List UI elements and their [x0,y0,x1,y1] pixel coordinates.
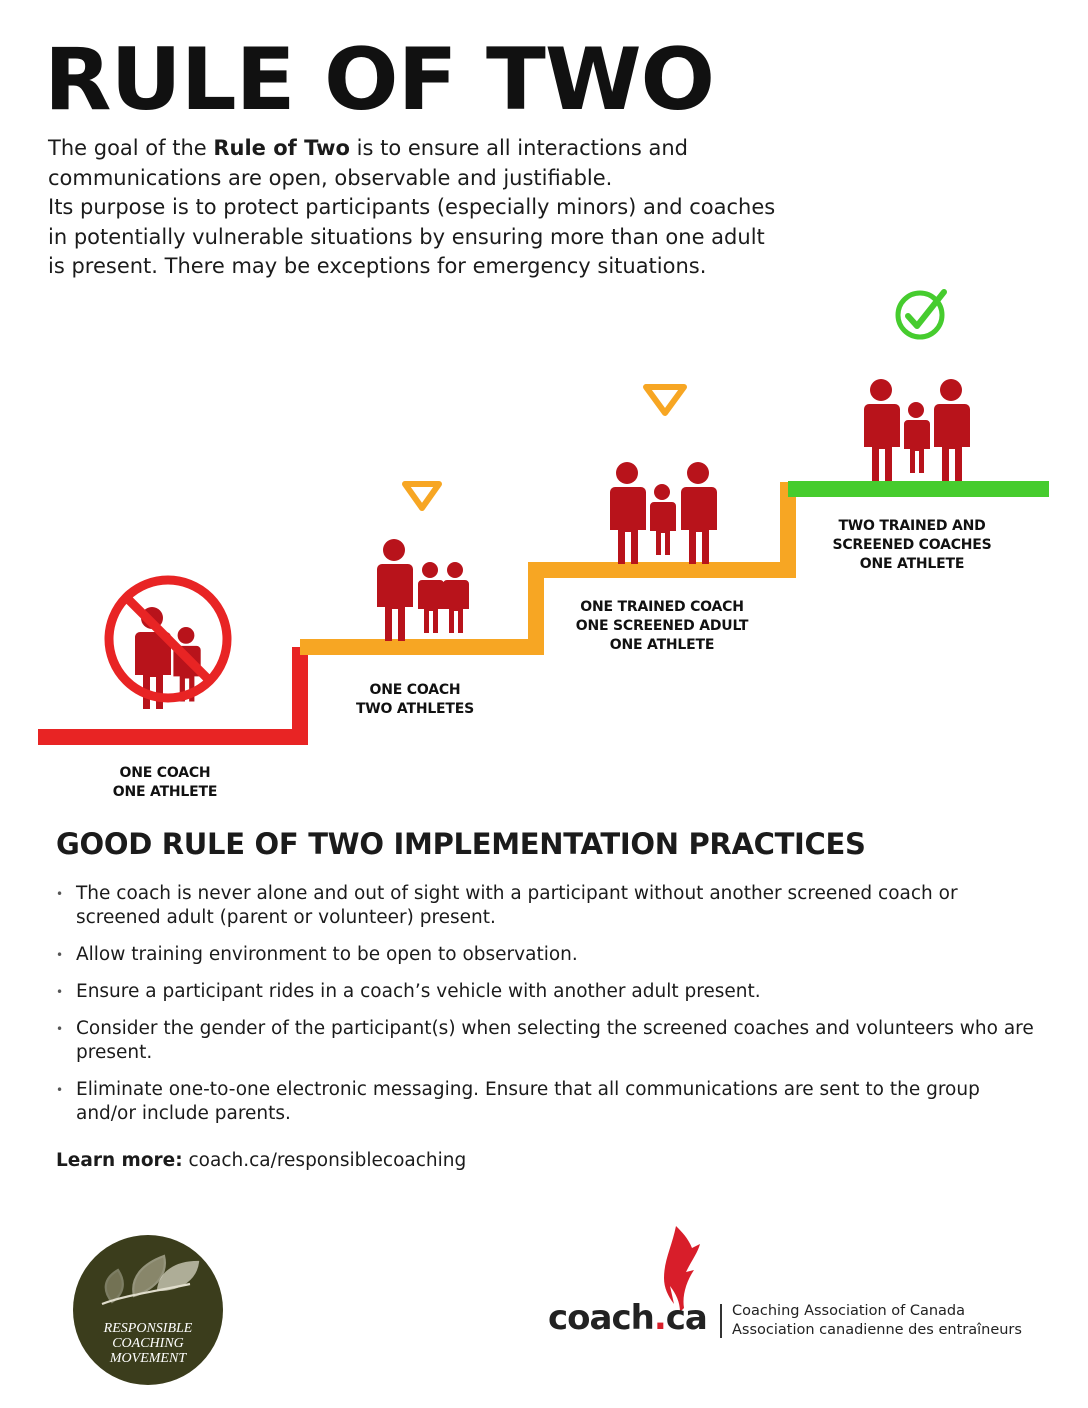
intro-line: in potentially vulnerable situations by ensuring more than one adult [48,224,765,249]
caution-triangle-icon [405,484,439,508]
list-item: • Allow training environment to be open to observation. [56,943,1036,967]
practices-list [56,882,1036,1139]
rcm-line: RESPONSIBLE [103,1321,193,1336]
caution-triangle-icon [646,387,684,413]
rcm-logo-svg [72,1234,224,1386]
learn-more-label: Learn more: [56,1150,183,1171]
step-label-two-trained-coaches: TWO TRAINED AND SCREENED COACHES ONE ATHLETE [832,518,992,572]
figures-one-coach-two-athletes [377,539,469,641]
step-label-one-coach-one-athlete: ONE COACH ONE ATHLETE [112,765,218,800]
rcm-line: COACHING [112,1336,184,1351]
figures-two-coaches-one-athlete [864,379,970,481]
rule-of-two-bold: Rule of Two [213,136,350,160]
learn-more-link[interactable]: coach.ca/responsiblecoaching [188,1150,467,1171]
coach-ca-logo [546,1224,1066,1344]
intro-line: Its purpose is to protect participants (especially minors) and coaches [48,195,776,219]
step-label-one-coach-two-athletes: ONE COACH TWO ATHLETES [355,682,475,717]
rcm-line: MOVEMENT [109,1351,187,1366]
intro-line: The goal of the Rule of Two is to ensure all interactions and [48,136,688,160]
cac-name-fr: Association canadienne des entraîneurs [732,1322,1022,1338]
learn-more [56,1148,466,1174]
page-title: RULE OF TWO [44,30,715,130]
checkmark-icon [898,292,944,337]
intro-text [48,134,868,282]
list-item: • The coach is never alone and out of sight with a participant without another screened coach or screened adult (parent or volunteer) present. [56,882,1036,930]
list-item: • Eliminate one-to-one electronic messaging. Ensure that all communications are sent to the group and/or include parents. [56,1078,1036,1126]
responsible-coaching-movement-logo [72,1234,224,1386]
list-item: • Consider the gender of the participant(s) when selecting the screened coaches and volunteers who are present. [56,1017,1036,1065]
figures-coach-adult-athlete [610,462,717,564]
staircase-diagram [0,280,1088,810]
intro-line: communications are open, observable and justifiable. [48,165,613,190]
step-label-trained-coach-screened-adult: ONE TRAINED COACH ONE SCREENED ADULT ONE ATHLETE [575,599,749,653]
cac-name-en: Coaching Association of Canada [732,1303,966,1319]
coach-ca-wordmark: coach.ca [548,1298,707,1338]
logo-divider [720,1304,722,1338]
prohibited-icon [109,580,227,709]
practices-heading: GOOD RULE OF TWO IMPLEMENTATION PRACTICES [56,827,866,861]
list-item: • Ensure a participant rides in a coach’s vehicle with another adult present. [56,980,1036,1004]
intro-line: is present. There may be exceptions for emergency situations. [48,254,707,278]
